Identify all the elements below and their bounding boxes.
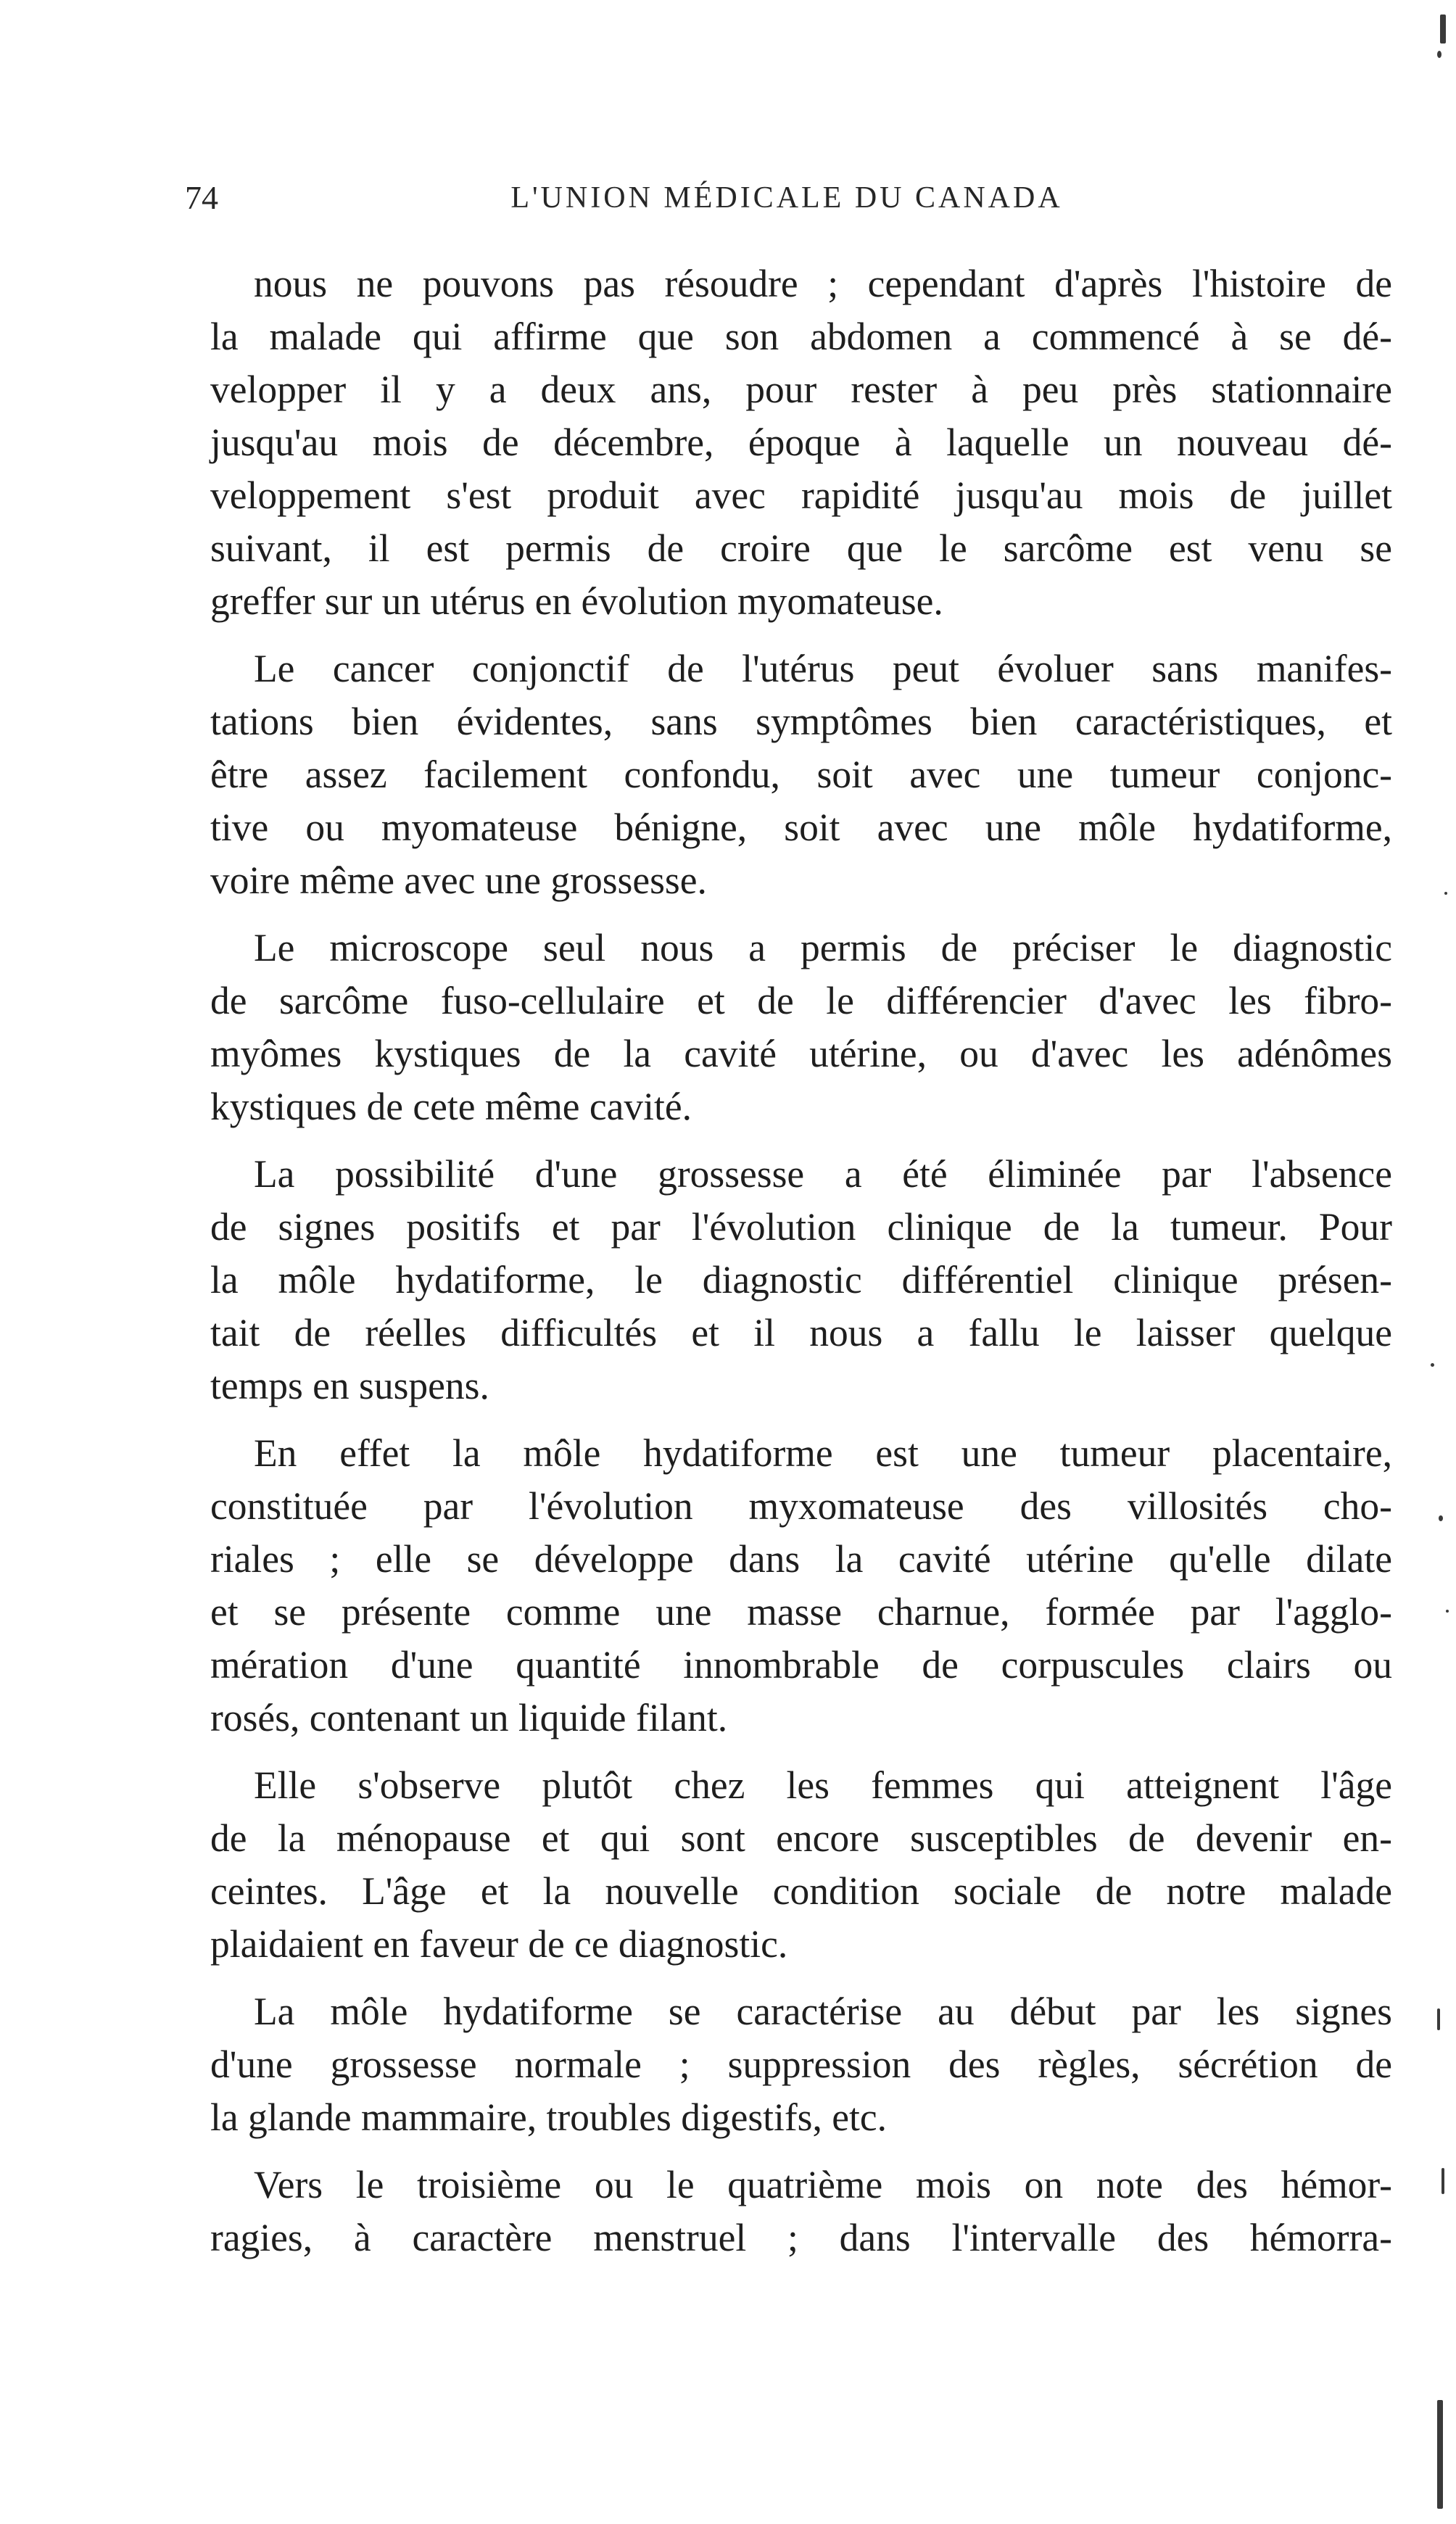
text-line: temps en suspens. [210, 1364, 489, 1407]
text-line: jusqu'au mois de décembre, époque à laquelle un nouveau dé- [210, 421, 1392, 464]
text-line: mération d'une quantité innombrable de corpuscules clairs ou [210, 1643, 1392, 1687]
text-line: En effet la môle hydatiforme est une tumeur placentaire, [254, 1431, 1392, 1475]
text-line: voire même avec une grossesse. [210, 858, 707, 902]
text-line: rosés, contenant un liquide filant. [210, 1696, 728, 1739]
text-line: de sarcôme fuso-cellulaire et de le différencier d'avec les fibro- [210, 979, 1392, 1022]
paragraph [210, 922, 1392, 1133]
text-line: d'une grossesse normale ; suppression des règles, sécrétion de [210, 2043, 1392, 2086]
body-text [210, 257, 1392, 2279]
text-line: tive ou myomateuse bénigne, soit avec une môle hydatiforme, [210, 806, 1392, 849]
text-line: plaidaient en faveur de ce diagnostic. [210, 1922, 788, 1966]
text-line: tations bien évidentes, sans symptômes bien caractéristiques, et [210, 700, 1392, 743]
text-line: ragies, à caractère menstruel ; dans l'intervalle des hémorra- [210, 2216, 1392, 2259]
page-number: 74 [185, 179, 218, 216]
text-line: et se présente comme une masse charnue, formée par l'agglo- [210, 1590, 1392, 1634]
text-line: Le cancer conjonctif de l'utérus peut évoluer sans manifes- [254, 647, 1392, 690]
text-line: kystiques de cete même cavité. [210, 1085, 692, 1128]
text-line: velopper il y a deux ans, pour rester à peu près stationnaire [210, 368, 1392, 411]
text-line: riales ; elle se développe dans la cavité utérine qu'elle dilate [210, 1537, 1392, 1581]
text-line: constituée par l'évolution myxomateuse des villosités cho- [210, 1484, 1392, 1528]
text-line: suivant, il est permis de croire que le sarcôme est venu se [210, 526, 1392, 570]
text-line: Elle s'observe plutôt chez les femmes qui atteignent l'âge [254, 1763, 1392, 1807]
text-line: la glande mammaire, troubles digestifs, etc. [210, 2095, 887, 2139]
text-line: de la ménopause et qui sont encore susceptibles de devenir en- [210, 1816, 1392, 1860]
paragraph [210, 1985, 1392, 2144]
text-line: tait de réelles difficultés et il nous a fallu le laisser quelque [210, 1311, 1392, 1354]
text-line: La possibilité d'une grossesse a été éliminée par l'absence [254, 1152, 1392, 1196]
text-line: Vers le troisième ou le quatrième mois on note des hémor- [254, 2163, 1392, 2206]
paragraph [210, 2159, 1392, 2264]
paragraph [210, 642, 1392, 907]
text-line: être assez facilement confondu, soit avec une tumeur conjonc- [210, 753, 1392, 796]
text-line: de signes positifs et par l'évolution clinique de la tumeur. Pour [210, 1205, 1392, 1249]
paragraph [210, 257, 1392, 628]
text-line: la môle hydatiforme, le diagnostic différentiel clinique présen- [210, 1258, 1392, 1302]
text-line: veloppement s'est produit avec rapidité jusqu'au mois de juillet [210, 473, 1392, 517]
paragraph [210, 1427, 1392, 1745]
journal-title: L'UNION MÉDICALE DU CANADA [510, 181, 1063, 215]
running-head [185, 173, 1389, 223]
paragraph [210, 1148, 1392, 1412]
text-line: Le microscope seul nous a permis de préciser le diagnostic [254, 926, 1392, 969]
text-line: La môle hydatiforme se caractérise au début par les signes [254, 1990, 1392, 2033]
paragraph [210, 1759, 1392, 1971]
text-line: ceintes. L'âge et la nouvelle condition sociale de notre malade [210, 1869, 1392, 1913]
text-line: myômes kystiques de la cavité utérine, ou d'avec les adénômes [210, 1032, 1392, 1075]
text-line: la malade qui affirme que son abdomen a commencé à se dé- [210, 315, 1392, 358]
scan-edge-noise [1412, 0, 1456, 2524]
text-line: nous ne pouvons pas résoudre ; cependant d'après l'histoire de [254, 262, 1392, 305]
text-line: greffer sur un utérus en évolution myomateuse. [210, 579, 943, 623]
